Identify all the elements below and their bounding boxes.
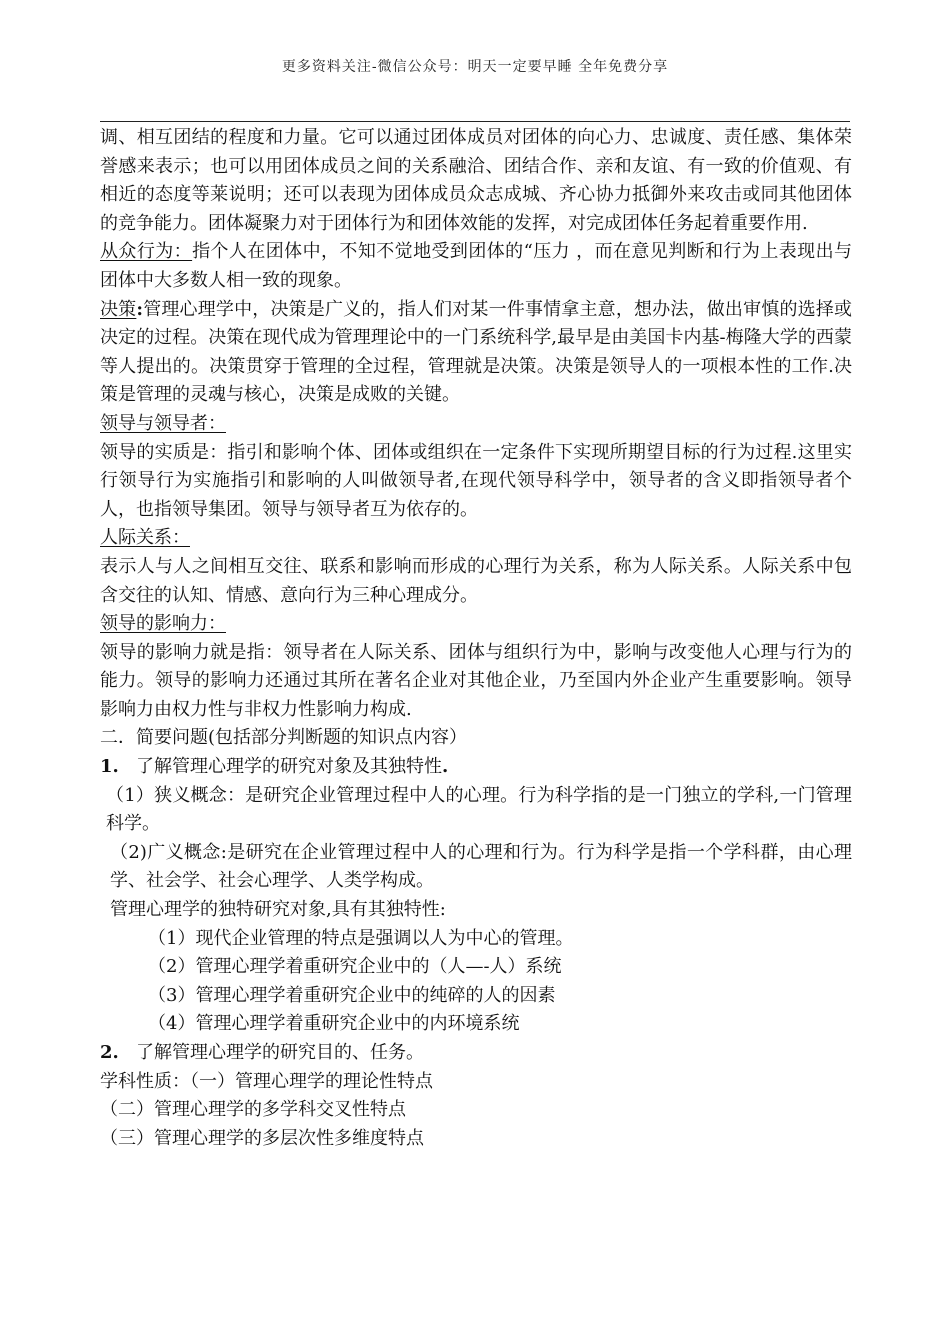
decision-term: 决策 [100, 298, 137, 320]
q1-item: （4）管理心理学着重研究企业中的内环境系统 [148, 1013, 520, 1035]
cohesion-paragraph: 调、相互团结的程度和力量。它可以通过团体成员对团体的向心力、忠诚度、责任感、集体荣誉感来表示；也可以用团体成员之间的关系融洽、团结合作、亲和友谊、有一致的价值观、有相近的态度等莱说明；还可以表现为团体成员众志成城、齐心协力抵御外来攻击或同其他团体的竞争能力。团体凝聚力对于团体行为和团体效能的发挥，对完成团体任务起着重要作用. [100, 127, 852, 234]
q2-title: 了解管理心理学的研究目的、任务。 [135, 1042, 424, 1063]
q1-title-end: . [441, 756, 449, 778]
q2-item: （二）管理心理学的多学科交叉性特点 [100, 1099, 406, 1121]
relations-heading [100, 524, 852, 553]
q1-title: 了解管理心理学的研究对象及其独特性 [135, 756, 442, 778]
decision-separator: : [136, 298, 144, 320]
q1-intro: 管理心理学的独特研究对象,具有其独特性: [110, 899, 446, 921]
q2-number: 2. [100, 1042, 119, 1063]
header-divider [100, 121, 850, 122]
conformity-definition: 指个人在团体中，不知不觉地受到团体的“压力 ，而在意见判断和行为上表现出与团体中大多数人相一致的现象。 [100, 241, 853, 291]
q1-heading [100, 753, 852, 782]
relations-paragraph: 表示人与人之间相互交往、联系和影响而形成的心理行为关系，称为人际关系。人际关系中包含交往的认知、情感、意向行为三种心理成分。 [100, 555, 852, 606]
influence-heading [100, 610, 852, 639]
q1-item: （1）现代企业管理的特点是强调以人为中心的管理。 [148, 927, 574, 949]
q1-item: （2）管理心理学着重研究企业中的（人—-人）系统 [148, 956, 562, 978]
relations-term: 人际关系： [100, 527, 190, 549]
document-body [100, 124, 852, 1153]
section2-heading: 二．简要问题(包括部分判断题的知识点内容） [100, 727, 468, 749]
decision-definition: 管理心理学中，决策是广义的，指人们对某一件事情拿主意，想办法，做出审慎的选择或决定的过程。决策在现代成为管理理论中的一门系统科学,最早是由美国卡内基-梅隆大学的西蒙等人提出的。决策贯穿于管理的全过程，管理就是决策。决策是领导人的一项根本性的工作.决策是管理的灵魂与核心，决策是成败的关键。 [100, 298, 852, 406]
q1-item: （3）管理心理学着重研究企业中的纯碎的人的因素 [148, 984, 556, 1006]
leadership-term: 领导与领导者： [100, 412, 226, 434]
q1-number: 1. [100, 756, 119, 778]
q1-broad-concept: （2)广义概念:是研究在企业管理过程中人的心理和行为。行为科学是指一个学科群，由心理学、社会学、社会心理学、人类学构成。 [110, 841, 852, 892]
q1-narrow-concept: （1）狭义概念：是研究企业管理过程中人的心理。行为科学指的是一门独立的学科,一门管理科学。 [106, 784, 852, 835]
influence-paragraph: 领导的影响力就是指：领导者在人际关系、团体与组织行为中，影响与改变他人心理与行为的能力。领导的影响力还通过其所在著名企业对其他企业，乃至国内外企业产生重要影响。领导影响力由权力性与非权力性影响力构成. [100, 641, 852, 720]
q2-heading [100, 1039, 852, 1068]
conformity-term: 从众行为： [100, 241, 193, 263]
leadership-paragraph: 领导的实质是：指引和影响个体、团体或组织在一定条件下实现所期望目标的行为过程.这里实行领导行为实施指引和影响的人叫做领导者,在现代领导科学中，领导者的含义即指领导者个人，也指领导集团。领导与领导者互为依存的。 [100, 441, 852, 520]
decision-paragraph [100, 296, 852, 410]
conformity-paragraph [100, 238, 852, 295]
influence-term: 领导的影响力： [100, 613, 226, 635]
page-header: 更多资料关注-微信公众号：明天一定要早睡 全年免费分享 [281, 59, 669, 75]
leadership-heading [100, 410, 852, 439]
q2-item: （三）管理心理学的多层次性多维度特点 [100, 1127, 424, 1149]
q2-nature: 学科性质：（一）管理心理学的理论性特点 [100, 1070, 433, 1092]
